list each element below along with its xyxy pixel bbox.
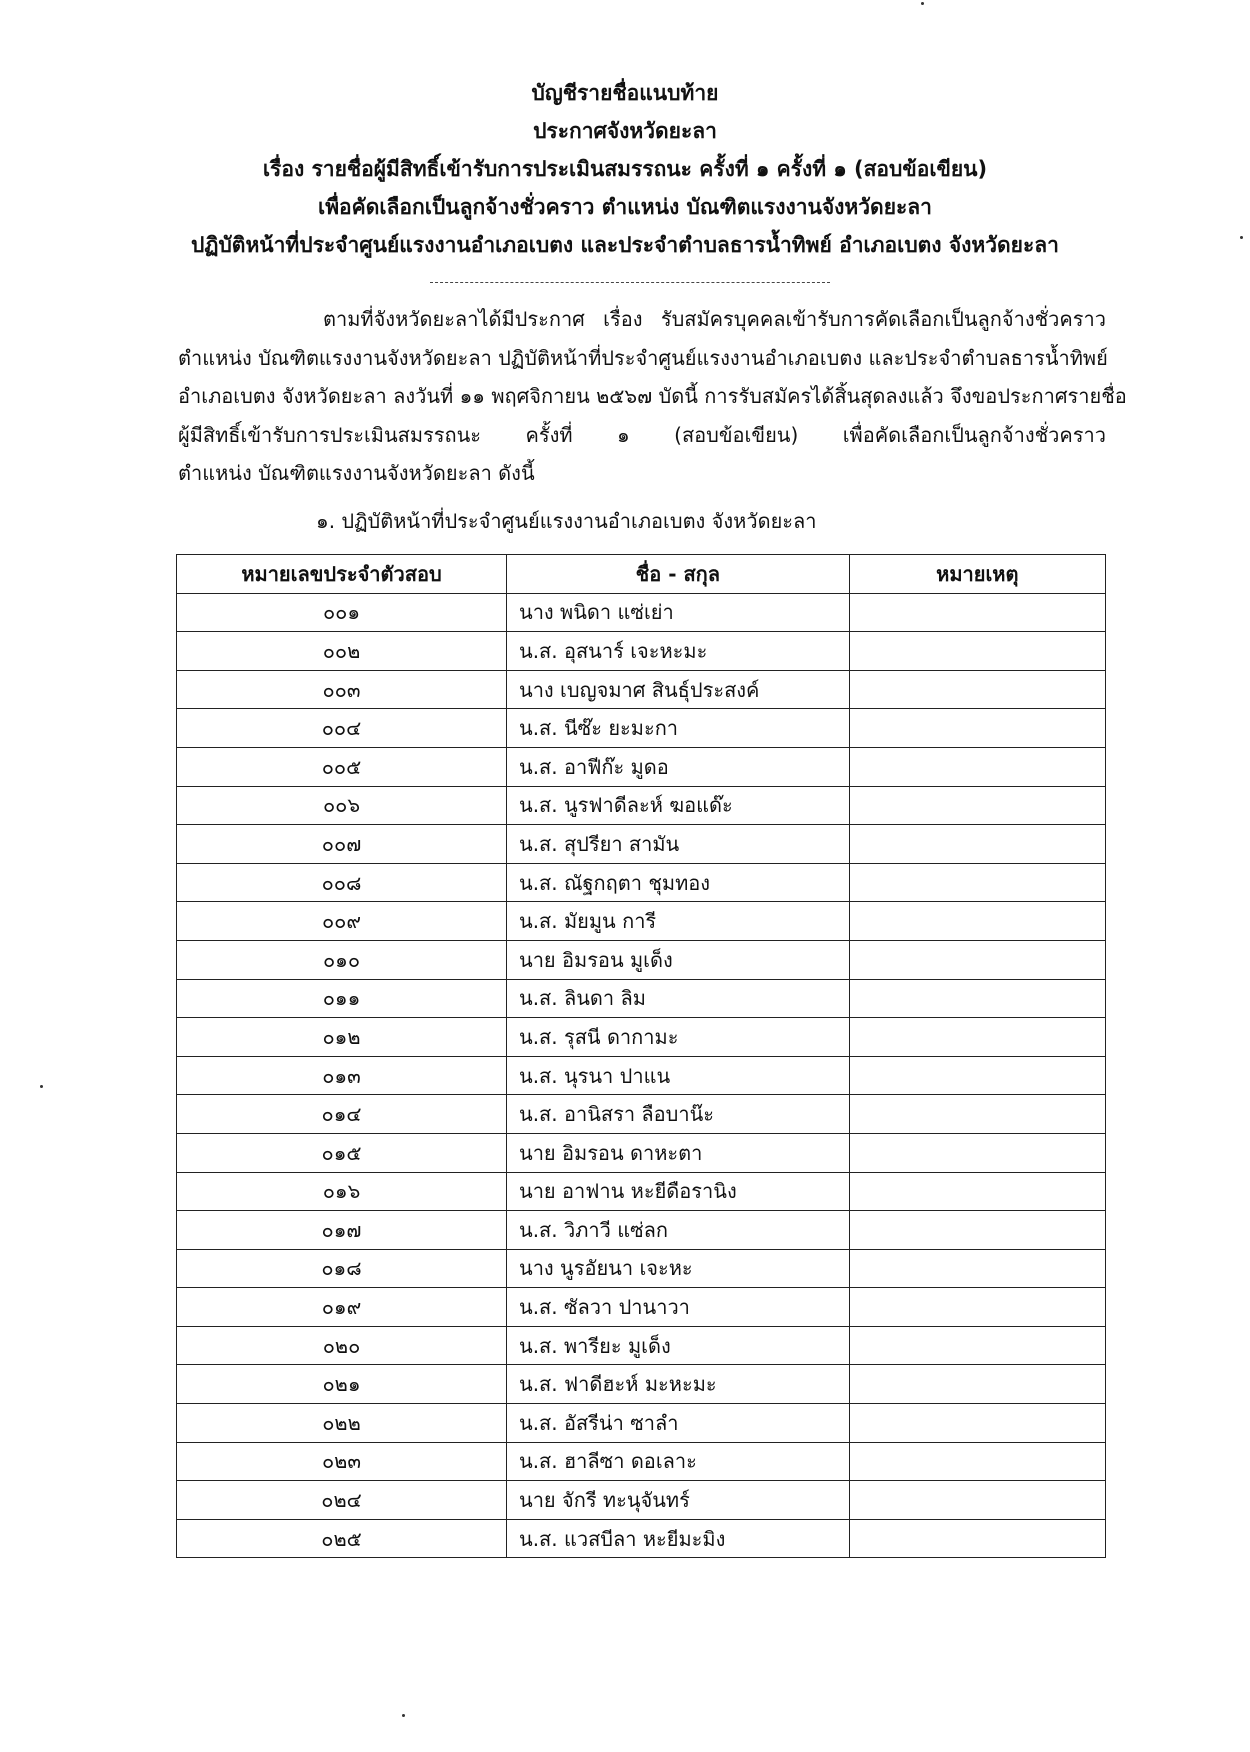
paragraph-line: ตำแหน่ง บัณฑิตแรงงานจังหวัดยะลา ปฏิบัติหน้าที่ประจำศูนย์แรงงานอำเภอเบตง และประจำตำบลธารน้ำทิพย์	[178, 345, 1108, 370]
name-cell: น.ส. นุรนา ปาแน	[507, 1056, 850, 1095]
remark-cell	[849, 940, 1105, 979]
table-row	[177, 1095, 1106, 1134]
name-cell: นาง นูรอัยนา เจะหะ	[507, 1249, 850, 1288]
exam-number-cell: ๐๑๕	[177, 1133, 507, 1172]
exam-number-cell: ๐๑๗	[177, 1211, 507, 1250]
exam-number-cell: ๐๒๒	[177, 1404, 507, 1443]
table-row	[177, 863, 1106, 902]
exam-number-cell: ๐๐๙	[177, 902, 507, 941]
name-cell: น.ส. รุสนี ดากามะ	[507, 1018, 850, 1057]
table-row	[177, 1404, 1106, 1443]
table-row	[177, 709, 1106, 748]
table-row	[177, 1172, 1106, 1211]
table-row	[177, 1288, 1106, 1327]
table-row	[177, 940, 1106, 979]
name-cell: นาง พนิดา แซ่เย่า	[507, 593, 850, 632]
exam-number-cell: ๐๐๓	[177, 670, 507, 709]
name-cell: น.ส. นีซ๊ะ ยะมะกา	[507, 709, 850, 748]
candidate-table	[176, 554, 1106, 1558]
remark-cell	[849, 1172, 1105, 1211]
exam-number-cell: ๐๑๐	[177, 940, 507, 979]
table-row	[177, 632, 1106, 671]
name-cell: น.ส. พารียะ มูเด็ง	[507, 1326, 850, 1365]
name-cell: น.ส. แวสบีลา หะยีมะมิง	[507, 1519, 850, 1558]
table-row	[177, 1056, 1106, 1095]
table-row	[177, 670, 1106, 709]
table-row	[177, 747, 1106, 786]
remark-cell	[849, 1481, 1105, 1520]
name-cell: นาย อาฟาน หะยีดือรานิง	[507, 1172, 850, 1211]
scan-speck	[1240, 236, 1243, 239]
name-cell: น.ส. ซัลวา ปานาวา	[507, 1288, 850, 1327]
exam-number-cell: ๐๐๑	[177, 593, 507, 632]
remark-cell	[849, 902, 1105, 941]
exam-number-cell: ๐๑๒	[177, 1018, 507, 1057]
intro-paragraph	[178, 300, 1127, 493]
name-cell: น.ส. อาฟีก๊ะ มูดอ	[507, 747, 850, 786]
table-row	[177, 1481, 1106, 1520]
exam-number-cell: ๐๑๙	[177, 1288, 507, 1327]
name-cell: น.ส. นูรฟาดีละห์ ฆอแด๊ะ	[507, 786, 850, 825]
remark-cell	[849, 709, 1105, 748]
remark-cell	[849, 1365, 1105, 1404]
table-row	[177, 1365, 1106, 1404]
table-row	[177, 1133, 1106, 1172]
remark-cell	[849, 670, 1105, 709]
exam-number-cell: ๐๒๐	[177, 1326, 507, 1365]
exam-number-cell: ๐๐๘	[177, 863, 507, 902]
remark-cell	[849, 1442, 1105, 1481]
remark-cell	[849, 747, 1105, 786]
table-row	[177, 825, 1106, 864]
table-row	[177, 1018, 1106, 1057]
paragraph-line: ตำแหน่ง บัณฑิตแรงงานจังหวัดยะลา ดังนี้	[178, 461, 535, 485]
table-row	[177, 1211, 1106, 1250]
heading-line: บัญชีรายชื่อแนบท้าย	[531, 81, 719, 105]
table-row	[177, 593, 1106, 632]
exam-number-cell: ๐๐๒	[177, 632, 507, 671]
exam-number-cell: ๐๑๔	[177, 1095, 507, 1134]
paragraph-line: อำเภอเบตง จังหวัดยะลา ลงวันที่ ๑๑ พฤศจิกายน ๒๕๖๗ บัดนี้ การรับสมัครได้สิ้นสุดลงแล้ว จึงขอประกาศรายชื่อ	[178, 384, 1127, 408]
table-row	[177, 1442, 1106, 1481]
exam-number-cell: ๐๒๕	[177, 1519, 507, 1558]
scan-speck	[402, 1714, 405, 1717]
name-cell: น.ส. อุสนาร์ เจะหะมะ	[507, 632, 850, 671]
remark-cell	[849, 1018, 1105, 1057]
column-header-exam-number: หมายเลขประจำตัวสอบ	[177, 555, 507, 594]
table-row	[177, 1249, 1106, 1288]
name-cell: น.ส. วิภาวี แซ่ลก	[507, 1211, 850, 1250]
column-header-remarks: หมายเหตุ	[849, 555, 1105, 594]
heading-line: ประกาศจังหวัดยะลา	[533, 119, 717, 143]
table-row	[177, 1326, 1106, 1365]
name-cell: น.ส. ฟาดีฮะห์ มะหะมะ	[507, 1365, 850, 1404]
name-cell: น.ส. ลินดา ลิม	[507, 979, 850, 1018]
remark-cell	[849, 1288, 1105, 1327]
exam-number-cell: ๐๐๕	[177, 747, 507, 786]
exam-number-cell: ๐๒๔	[177, 1481, 507, 1520]
remark-cell	[849, 1095, 1105, 1134]
name-cell: นาย อิมรอน มูเด็ง	[507, 940, 850, 979]
remark-cell	[849, 786, 1105, 825]
exam-number-cell: ๐๒๑	[177, 1365, 507, 1404]
remark-cell	[849, 1249, 1105, 1288]
column-header-full-name: ชื่อ - สกุล	[507, 555, 850, 594]
remark-cell	[849, 863, 1105, 902]
scan-speck	[921, 2, 924, 5]
exam-number-cell: ๐๐๗	[177, 825, 507, 864]
name-cell: น.ส. อัสรีน่า ซาลำ	[507, 1404, 850, 1443]
document-heading	[0, 74, 1250, 264]
remark-cell	[849, 632, 1105, 671]
scan-speck	[40, 1085, 43, 1088]
name-cell: นาง เบญจมาศ สินธุ์ประสงค์	[507, 670, 850, 709]
remark-cell	[849, 593, 1105, 632]
name-cell: น.ส. ณัฐกฤตา ชุมทอง	[507, 863, 850, 902]
exam-number-cell: ๐๐๖	[177, 786, 507, 825]
remark-cell	[849, 1211, 1105, 1250]
heading-line: เรื่อง รายชื่อผู้มีสิทธิ์เข้ารับการประเมินสมรรถนะ ครั้งที่ ๑ ครั้งที่ ๑ (สอบข้อเขียน)	[262, 157, 988, 181]
exam-number-cell: ๐๑๖	[177, 1172, 507, 1211]
remark-cell	[849, 1133, 1105, 1172]
exam-number-cell: ๐๑๓	[177, 1056, 507, 1095]
table-row	[177, 1519, 1106, 1558]
section-title: ๑. ปฏิบัติหน้าที่ประจำศูนย์แรงงานอำเภอเบตง จังหวัดยะลา	[316, 509, 817, 533]
table-header-row	[177, 555, 1106, 594]
heading-divider	[430, 282, 830, 283]
remark-cell	[849, 1404, 1105, 1443]
table-row	[177, 902, 1106, 941]
remark-cell	[849, 979, 1105, 1018]
name-cell: น.ส. มัยมูน การี	[507, 902, 850, 941]
name-cell: น.ส. สุปรียา สามัน	[507, 825, 850, 864]
heading-line: ปฏิบัติหน้าที่ประจำศูนย์แรงงานอำเภอเบตง และประจำตำบลธารน้ำทิพย์ อำเภอเบตง จังหวัดยะลา	[191, 233, 1059, 257]
remark-cell	[849, 1519, 1105, 1558]
name-cell: น.ส. ฮาลีซา ดอเลาะ	[507, 1442, 850, 1481]
remark-cell	[849, 1326, 1105, 1365]
exam-number-cell: ๐๑๘	[177, 1249, 507, 1288]
heading-line: เพื่อคัดเลือกเป็นลูกจ้างชั่วคราว ตำแหน่ง บัณฑิตแรงงานจังหวัดยะลา	[318, 195, 932, 219]
table-row	[177, 979, 1106, 1018]
exam-number-cell: ๐๒๓	[177, 1442, 507, 1481]
name-cell: น.ส. อานิสรา ลือบาน๊ะ	[507, 1095, 850, 1134]
table-row	[177, 786, 1106, 825]
exam-number-cell: ๐๑๑	[177, 979, 507, 1018]
name-cell: นาย จักรี ทะนุจันทร์	[507, 1481, 850, 1520]
name-cell: นาย อิมรอน ดาหะตา	[507, 1133, 850, 1172]
exam-number-cell: ๐๐๔	[177, 709, 507, 748]
remark-cell	[849, 825, 1105, 864]
paragraph-line: ตามที่จังหวัดยะลาได้มีประกาศ เรื่อง รับสมัครบุคคลเข้ารับการคัดเลือกเป็นลูกจ้างชั่วคราว	[323, 307, 1106, 331]
paragraph-line: ผู้มีสิทธิ์เข้ารับการประเมินสมรรถนะ ครั้งที่ ๑ (สอบข้อเขียน) เพื่อคัดเลือกเป็นลูกจ้างชั่วคราว	[178, 422, 1106, 447]
remark-cell	[849, 1056, 1105, 1095]
